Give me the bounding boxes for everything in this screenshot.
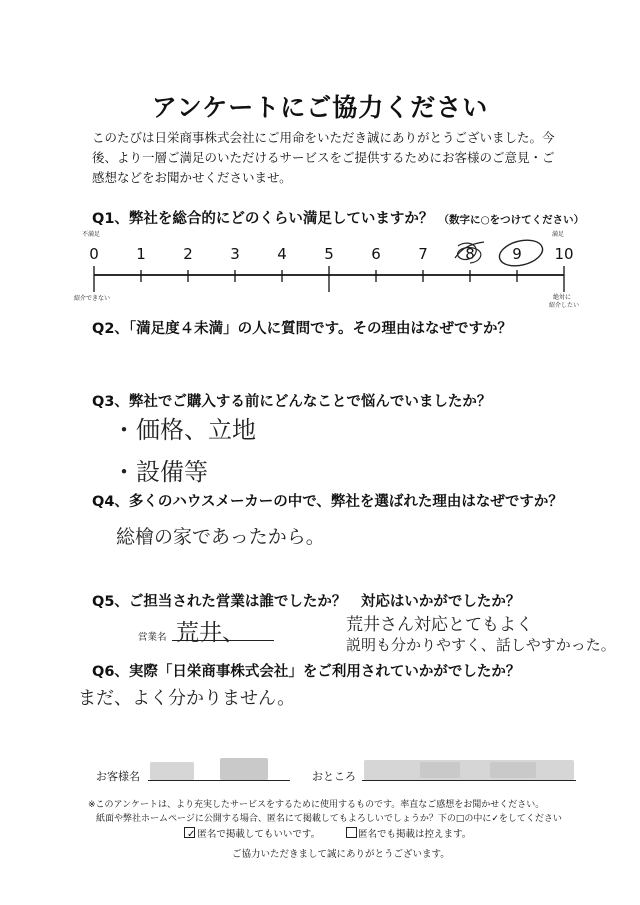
q1-question bbox=[92, 207, 584, 228]
customer-name-redaction bbox=[220, 758, 268, 780]
scale-number-10[interactable]: 10 bbox=[554, 245, 574, 263]
q5-response-1: 荒井さん対応とてもよく bbox=[346, 615, 533, 635]
q4-answer: 総檜の家であったから。 bbox=[116, 526, 325, 548]
q1-label: Q1、弊社を総合的にどのくらい満足していますか？ bbox=[92, 211, 434, 227]
option-decline-label: 匿名でも掲載は控えます。 bbox=[358, 829, 472, 840]
scale-right-bottom-label-2: 紹介したい bbox=[549, 302, 580, 309]
scale-number-2[interactable]: 2 bbox=[183, 245, 193, 263]
q5-label: Q5、ご担当された営業は誰でしたか？ 対応はいかがでしたか？ bbox=[92, 594, 521, 610]
scale-number-5[interactable]: 5 bbox=[324, 245, 334, 263]
q3-answer-1: ・価格、立地 bbox=[112, 416, 256, 444]
customer-name-line bbox=[148, 780, 290, 781]
scale-number-8[interactable]: 8 bbox=[465, 245, 475, 263]
scale-number-7[interactable]: 7 bbox=[418, 245, 428, 263]
q2-label: Q2、「満足度４未満」の人に質問です。その理由はなぜですか？ bbox=[92, 321, 513, 337]
address-redaction bbox=[490, 762, 536, 778]
sales-name-value: 荒井、 bbox=[176, 620, 245, 646]
option-decline-checkbox[interactable] bbox=[346, 827, 357, 838]
address-redaction bbox=[364, 760, 574, 780]
sales-name-line bbox=[172, 640, 274, 641]
satisfaction-scale bbox=[0, 238, 640, 298]
address-line bbox=[362, 780, 576, 781]
address-label: おところ bbox=[312, 770, 356, 783]
q3-answer-2: ・設備等 bbox=[112, 458, 208, 486]
q6-answer: まだ、よく分かりません。 bbox=[78, 688, 296, 709]
scale-right-top-label: 満足 bbox=[552, 231, 565, 238]
scale-number-0[interactable]: 0 bbox=[89, 245, 99, 263]
option-anonymous-ok-check: ✓ bbox=[187, 829, 196, 840]
q4-label: Q4、多くのハウスメーカーの中で、弊社を選ばれた理由はなぜですか？ bbox=[92, 494, 563, 510]
option-anonymous-ok[interactable] bbox=[184, 826, 320, 840]
intro-text: このたびは日栄商事株式会社にご用命をいただき誠にありがとうございました。今後、より一層ご満足のいただけるサービスをご提供するためにお客様のご意見・ご感想などをお聞かせくださいませ。 bbox=[92, 130, 555, 185]
footer-note-1: ※このアンケートは、より充実したサービスをするために使用するものです。率直なご感想をお聞かせください。 bbox=[88, 800, 545, 810]
scale-number-3[interactable]: 3 bbox=[230, 245, 240, 263]
scale-number-6[interactable]: 6 bbox=[371, 245, 381, 263]
scale-number-4[interactable]: 4 bbox=[277, 245, 287, 263]
option-anonymous-ok-label: 匿名で掲載してもいいです。 bbox=[197, 829, 321, 840]
page-title: アンケートにご協力ください bbox=[151, 93, 489, 122]
sales-name-label: 営業名 bbox=[138, 632, 167, 643]
scale-right-bottom-label-1: 絶対に bbox=[553, 294, 572, 301]
footer-note-2: 紙面や弊社ホームページに公開する場合、匿名にて掲載してもよろしいでしょうか？下の□の中に✓をしてください bbox=[96, 814, 562, 824]
address-redaction bbox=[420, 762, 460, 778]
q6-label: Q6、実際「日栄商事株式会社」をご利用されていかがでしたか？ bbox=[92, 664, 521, 680]
q5-response-2: 説明も分かりやすく、話しやすかった。 bbox=[346, 636, 616, 654]
customer-name-label: お客様名 bbox=[96, 770, 140, 783]
q1-note: （数字に○をつけてください） bbox=[438, 214, 585, 226]
thanks-text: ご協力いただきまして誠にありがとうございます。 bbox=[232, 849, 450, 860]
customer-name-redaction bbox=[150, 762, 194, 780]
option-decline[interactable] bbox=[346, 826, 471, 840]
scale-number-9[interactable]: 9 bbox=[512, 245, 522, 263]
scale-left-top-label: 不満足 bbox=[82, 231, 101, 238]
q3-label: Q3、弊社でご購入する前にどんなことで悩んでいましたか？ bbox=[92, 394, 492, 410]
scale-left-bottom-label: 紹介できない bbox=[74, 295, 111, 302]
scale-number-1[interactable]: 1 bbox=[136, 245, 146, 263]
